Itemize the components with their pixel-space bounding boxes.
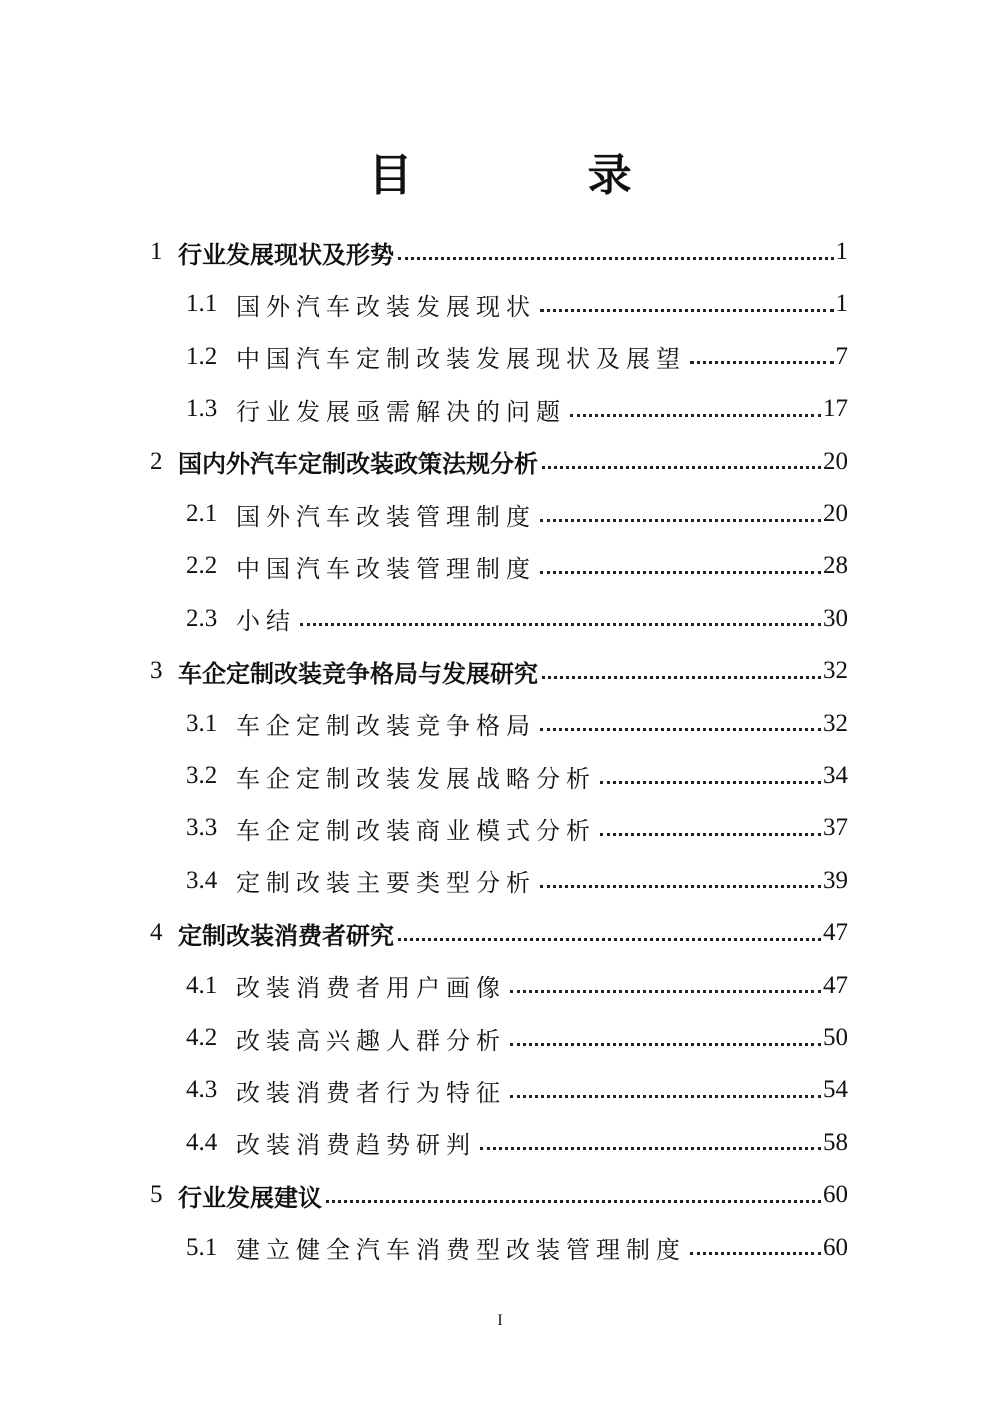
toc-section-entry[interactable] bbox=[186, 802, 848, 854]
toc-chapter-entry[interactable] bbox=[150, 1169, 848, 1221]
toc-dot-leader bbox=[326, 1200, 821, 1203]
toc-dot-leader bbox=[540, 728, 821, 731]
toc-entry-number: 3 bbox=[150, 657, 163, 685]
toc-entry-page: 47 bbox=[823, 919, 848, 947]
toc-entry-title: 行业发展现状及形势 bbox=[178, 240, 394, 269]
toc-dot-leader bbox=[540, 309, 834, 312]
toc-entry-number: 1.2 bbox=[186, 342, 218, 370]
toc-entry-page: 58 bbox=[823, 1128, 848, 1156]
toc-entry-number: 5 bbox=[150, 1181, 163, 1209]
toc-entry-page: 39 bbox=[823, 866, 848, 894]
toc-entry-page: 20 bbox=[823, 447, 848, 475]
toc-entry-page: 17 bbox=[823, 395, 848, 423]
toc-dot-leader bbox=[398, 938, 821, 941]
toc-dot-leader bbox=[398, 257, 834, 260]
toc-entry-page: 47 bbox=[823, 971, 848, 999]
toc-section-entry[interactable] bbox=[186, 1064, 848, 1116]
toc-entry-number: 3.4 bbox=[186, 866, 218, 894]
toc-entry-number: 4.1 bbox=[186, 971, 218, 999]
toc-entry-title: 国内外汽车定制改装政策法规分析 bbox=[178, 450, 538, 479]
toc-entry-number: 4 bbox=[150, 919, 163, 947]
toc-dot-leader bbox=[510, 1095, 821, 1098]
toc-section-entry[interactable] bbox=[186, 488, 848, 540]
toc-entry-title: 建立健全汽车消费型改装管理制度 bbox=[236, 1236, 686, 1265]
toc-entry-number: 5.1 bbox=[186, 1233, 218, 1261]
toc-entry-page: 60 bbox=[823, 1181, 848, 1209]
toc-entry-title: 行业发展亟需解决的问题 bbox=[236, 397, 566, 426]
toc-entry-title: 改装高兴趣人群分析 bbox=[236, 1026, 506, 1055]
page-number-footer: I bbox=[497, 1312, 503, 1329]
toc-section-entry[interactable] bbox=[186, 1222, 848, 1274]
toc-entry-page: 32 bbox=[823, 657, 848, 685]
toc-section-entry[interactable] bbox=[186, 855, 848, 907]
toc-entry-title: 定制改装消费者研究 bbox=[178, 921, 394, 950]
toc-dot-leader bbox=[542, 676, 821, 679]
toc-entry-page: 28 bbox=[823, 552, 848, 580]
toc-section-entry[interactable] bbox=[186, 593, 848, 645]
toc-entry-number: 2.2 bbox=[186, 552, 218, 580]
toc-entry-title: 国外汽车改装管理制度 bbox=[236, 502, 536, 531]
toc-entry-title: 改装消费者行为特征 bbox=[236, 1078, 506, 1107]
toc-entry-title: 定制改装主要类型分析 bbox=[236, 869, 536, 898]
toc-entry-page: 20 bbox=[823, 500, 848, 527]
toc-entry-number: 2.1 bbox=[186, 500, 218, 527]
toc-entry-page: 34 bbox=[823, 762, 848, 789]
toc-entry-title: 改装消费者用户画像 bbox=[236, 974, 506, 1003]
toc-section-entry[interactable] bbox=[186, 331, 848, 383]
toc-entry-number: 1 bbox=[150, 238, 163, 265]
toc-section-entry[interactable] bbox=[186, 960, 848, 1012]
toc-chapter-entry[interactable] bbox=[150, 645, 848, 697]
toc-dot-leader bbox=[480, 1147, 821, 1150]
toc-dot-leader bbox=[300, 623, 821, 626]
toc-entry-number: 1.3 bbox=[186, 395, 218, 423]
toc-dot-leader bbox=[510, 1043, 821, 1046]
toc-dot-leader bbox=[540, 519, 821, 522]
page-title: 目 录 bbox=[368, 150, 712, 201]
toc-chapter-entry[interactable] bbox=[150, 436, 848, 488]
toc-dot-leader bbox=[510, 990, 821, 993]
toc-entry-page: 50 bbox=[823, 1024, 848, 1051]
toc-entry-number: 2.3 bbox=[186, 604, 218, 632]
toc-entry-page: 60 bbox=[823, 1233, 848, 1261]
toc-entry-number: 4.4 bbox=[186, 1128, 218, 1156]
toc-entry-page: 32 bbox=[823, 709, 848, 737]
toc-chapter-entry[interactable] bbox=[150, 226, 848, 278]
toc-entry-number: 4.2 bbox=[186, 1024, 218, 1051]
toc-section-entry[interactable] bbox=[186, 383, 848, 435]
toc-entry-page: 1 bbox=[835, 238, 848, 265]
toc-section-entry[interactable] bbox=[186, 698, 848, 750]
toc-section-entry[interactable] bbox=[186, 750, 848, 802]
toc-dot-leader bbox=[570, 414, 821, 417]
toc-dot-leader bbox=[540, 885, 821, 888]
toc-dot-leader bbox=[600, 833, 821, 836]
toc-entry-number: 1.1 bbox=[186, 290, 218, 318]
toc-entry-title: 中国汽车定制改装发展现状及展望 bbox=[236, 345, 686, 374]
toc-entry-page: 1 bbox=[835, 290, 848, 318]
toc-chapter-entry[interactable] bbox=[150, 907, 848, 959]
toc-entry-page: 7 bbox=[835, 342, 848, 370]
toc-entry-title: 行业发展建议 bbox=[178, 1183, 322, 1212]
toc-section-entry[interactable] bbox=[186, 278, 848, 330]
toc-entry-page: 30 bbox=[823, 604, 848, 632]
toc-entry-title: 车企定制改装竞争格局 bbox=[236, 712, 536, 741]
toc-entry-number: 3.2 bbox=[186, 762, 218, 789]
toc-entry-number: 4.3 bbox=[186, 1076, 218, 1104]
toc-entry-page: 37 bbox=[823, 814, 848, 842]
toc-entry-number: 3.1 bbox=[186, 709, 218, 737]
toc-dot-leader bbox=[690, 1252, 821, 1255]
toc-entry-title: 中国汽车改装管理制度 bbox=[236, 554, 536, 583]
toc-entry-number: 3.3 bbox=[186, 814, 218, 842]
toc-entry-page: 54 bbox=[823, 1076, 848, 1104]
toc-dot-leader bbox=[690, 361, 834, 364]
toc-entry-title: 车企定制改装竞争格局与发展研究 bbox=[178, 659, 538, 688]
toc-entry-title: 国外汽车改装发展现状 bbox=[236, 292, 536, 321]
toc-dot-leader bbox=[600, 781, 821, 784]
toc-entry-number: 2 bbox=[150, 447, 163, 475]
toc-entry-title: 改装消费趋势研判 bbox=[236, 1131, 476, 1160]
toc-dot-leader bbox=[542, 466, 821, 469]
toc-entry-title: 小结 bbox=[236, 607, 296, 636]
toc-section-entry[interactable] bbox=[186, 1012, 848, 1064]
toc-dot-leader bbox=[540, 571, 821, 574]
toc-entry-title: 车企定制改装发展战略分析 bbox=[236, 764, 596, 793]
toc-section-entry[interactable] bbox=[186, 1117, 848, 1169]
toc-section-entry[interactable] bbox=[186, 540, 848, 592]
toc-entry-title: 车企定制改装商业模式分析 bbox=[236, 816, 596, 845]
